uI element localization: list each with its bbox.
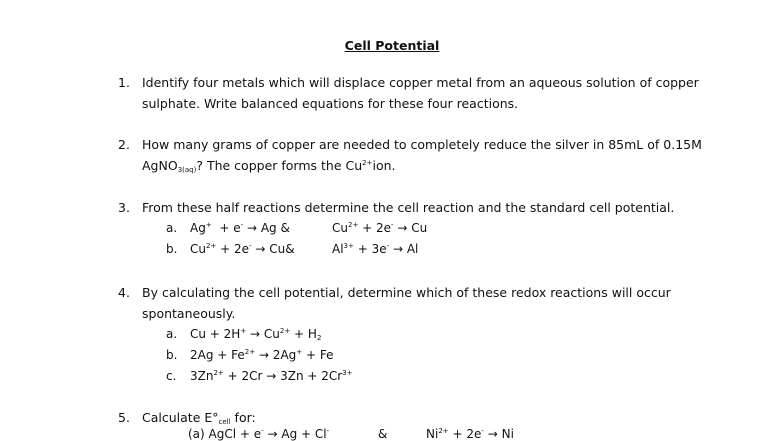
sub-question-4c: c. $3Zn^{2+} + 2Cr \to 3Zn + 2Cr^{3+}$: [166, 369, 353, 383]
sub-question-4b: b. $2Ag + Fe^{2+} \to 2Ag^+ + Fe$: [166, 348, 334, 362]
question-text: By calculating the cell potential, determine which of these redox reactions will occur spontaneously.: [142, 285, 671, 321]
question-4: [118, 282, 702, 324]
question-number: 5.: [118, 410, 130, 425]
question-2: [118, 134, 702, 176]
sub-question-3a: a. Ag+ + e- → Ag & $Cu^{2+} + 2e^- \to Cu$: [166, 221, 428, 235]
sub-question-5a: (a) AgCl + e- → Ag + Cl- & $Ni^{2+} + 2e^- \to Ni$: [188, 427, 514, 441]
sub-question-4a: a. $Cu + 2H^+ \to Cu^{2+} + H_2$: [166, 327, 322, 342]
question-text: From these half reactions determine the cell reaction and the standard cell potential.: [142, 200, 675, 215]
question-1: [118, 72, 702, 114]
question-text: Identify four metals which will displace copper metal from an aqueous solution of copper sulphate. Write balanced equations for these four reactions.: [142, 75, 699, 111]
sub-question-3b: b. $Cu^{2+} + 2e^-$ → Cu& $Al^{3+} + 3e^- \to Al$: [166, 242, 419, 256]
question-number: 3.: [118, 200, 130, 215]
question-3: [118, 197, 702, 218]
question-text: How many grams of copper are needed to completely reduce the silver in 85mL of 0.15M AgNO$_{3(aq)}$? The copper forms the $Cu^{2+}ion$.: [142, 137, 702, 174]
question-number: 4.: [118, 285, 130, 300]
question-text: Calculate $E^\circ_{cell}$ for:: [142, 410, 256, 426]
question-number: 1.: [118, 75, 130, 90]
question-number: 2.: [118, 137, 130, 152]
page-title: Cell Potential: [344, 38, 440, 53]
question-5: [118, 407, 702, 428]
